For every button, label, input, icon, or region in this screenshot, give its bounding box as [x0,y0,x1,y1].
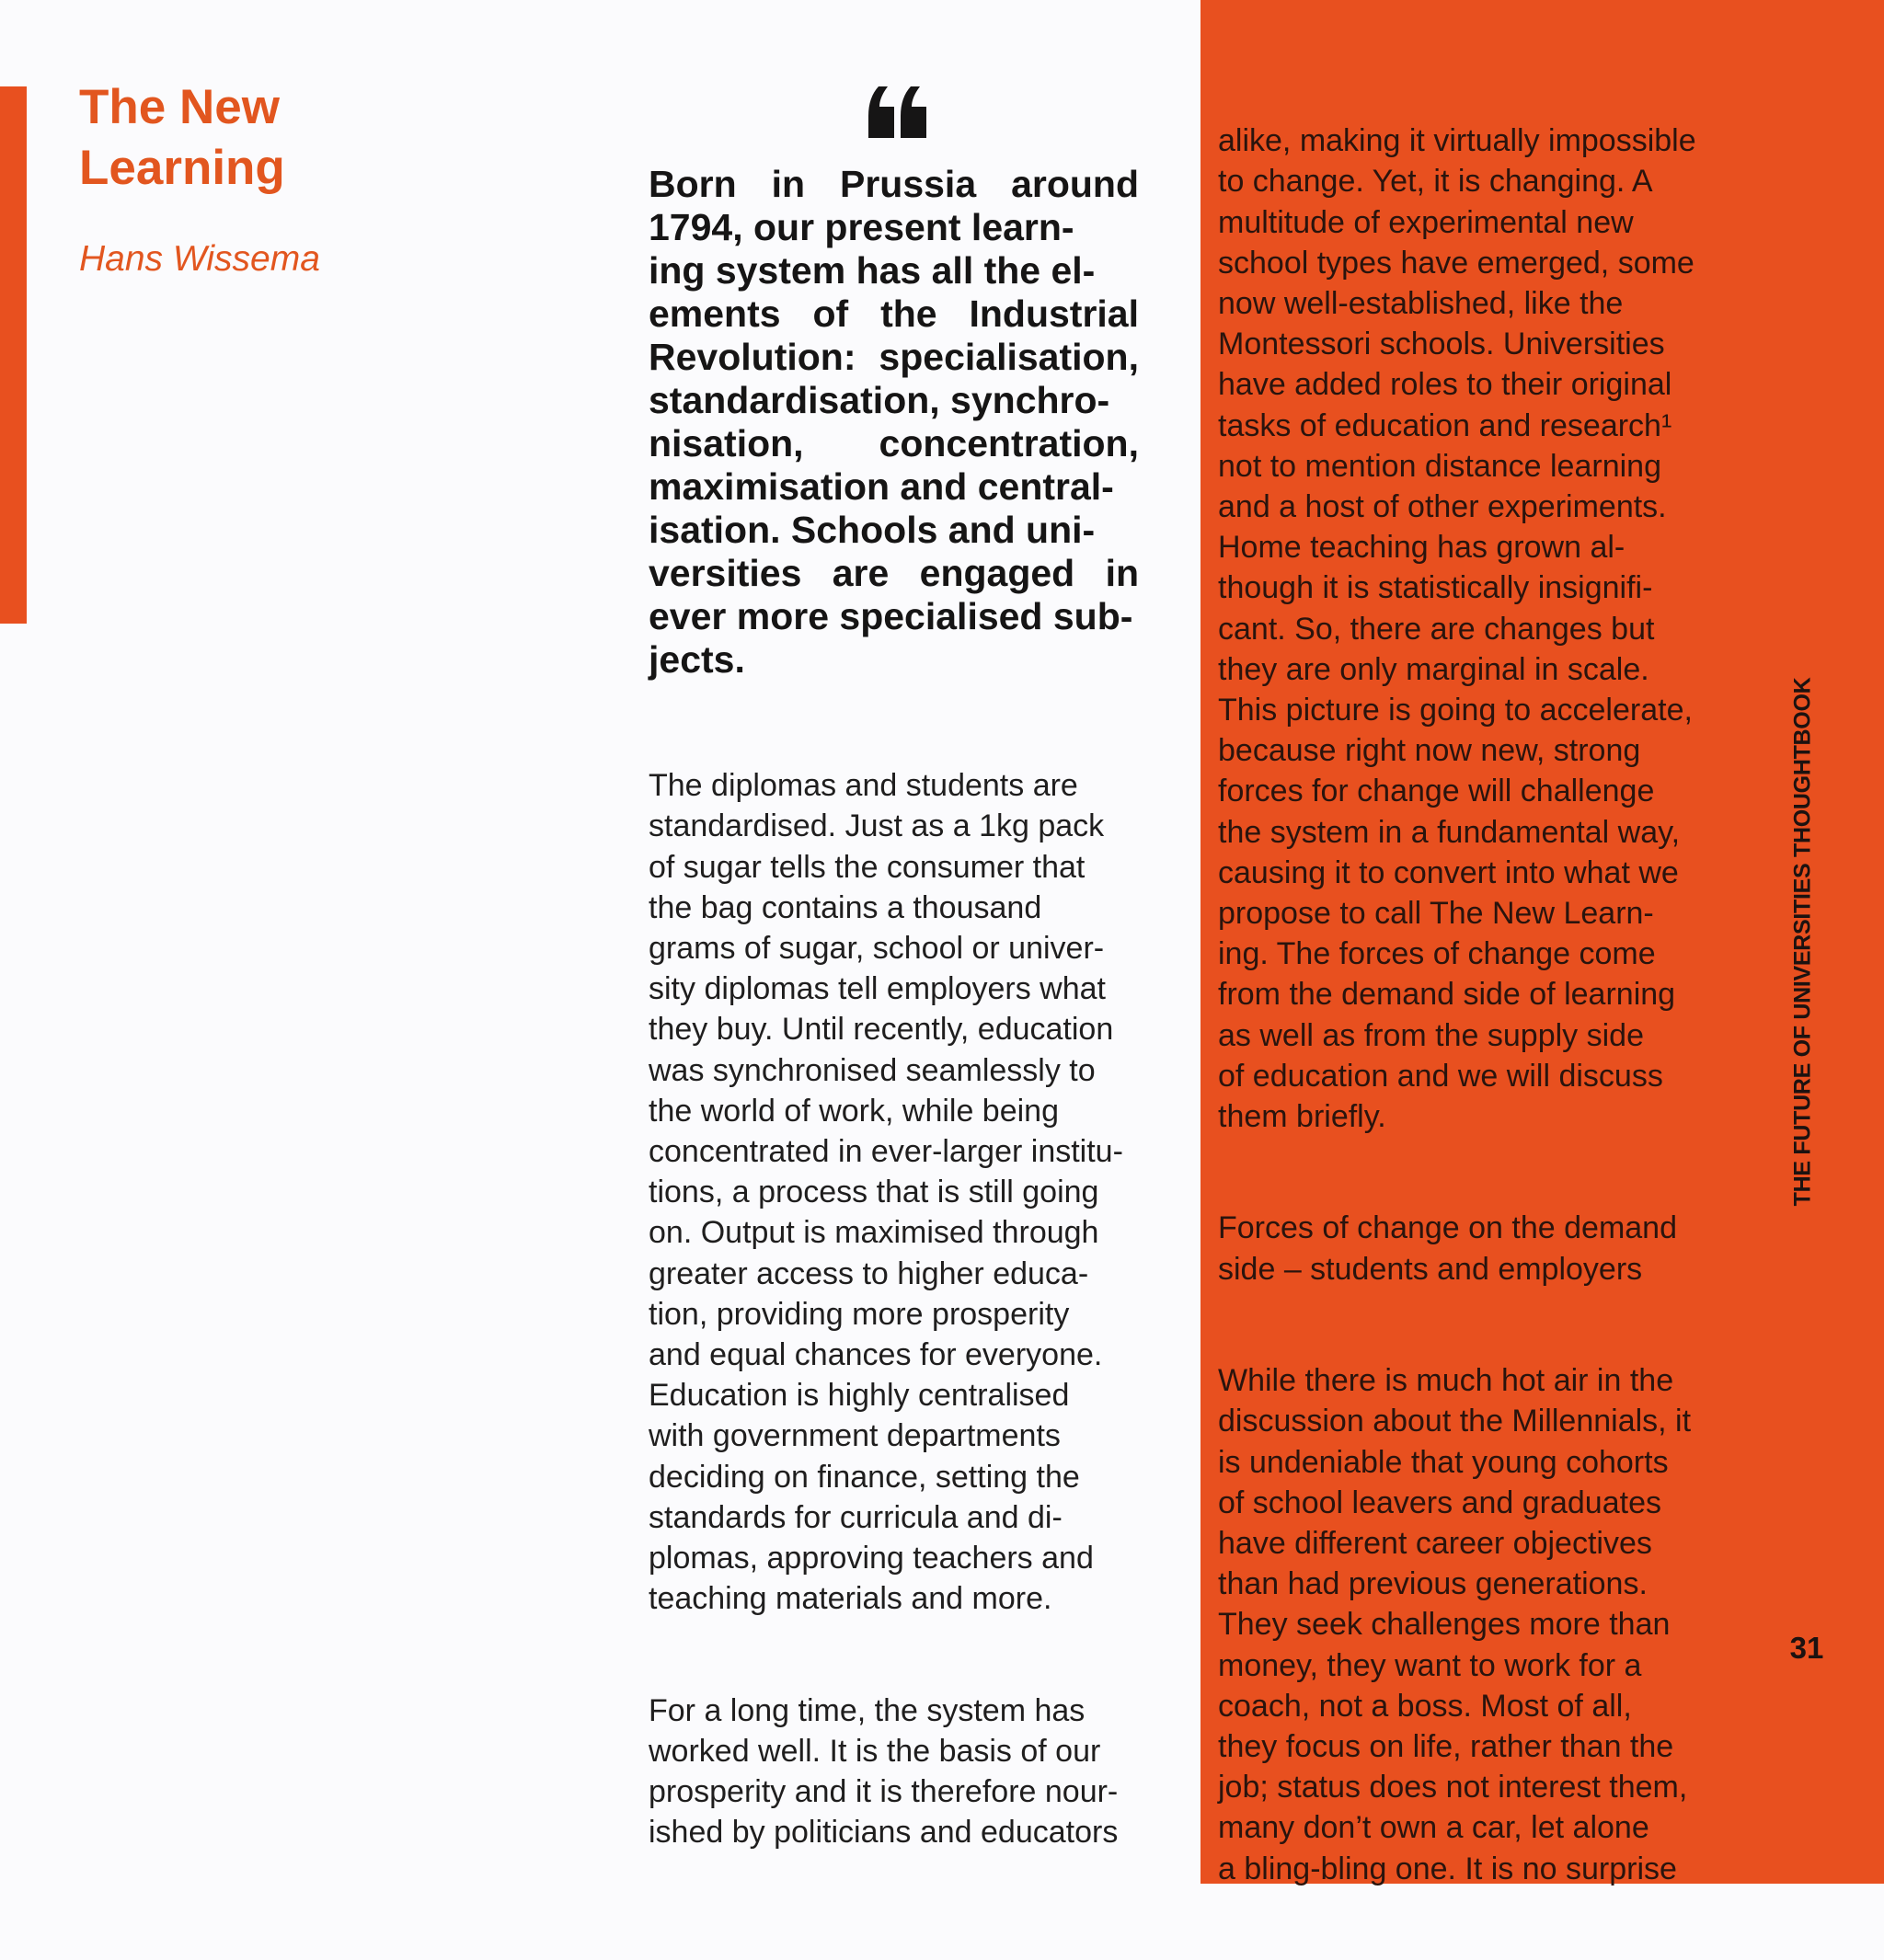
author-name: Hans Wissema [79,239,320,279]
open-quote-icon [868,77,927,142]
page-number: 31 [1789,1631,1824,1665]
pull-quote: Born in Prussia around 1794, our present learn- ing system has all the el- ements of the Industrial Revolution: specialisation, standardisation, synchro- nisation, concentration, maximisation and central- isation. Schools and uni- versities are engaged in ever more specialised sub- jects. [649,163,1139,681]
body-column-middle [649,725,1164,1924]
section-heading: Forces of change on the demand side – students and employers [1218,1210,1677,1287]
article-title: The New Learning [79,80,285,195]
body-paragraph: The diplomas and students are standardised. Just as a 1kg pack of sugar tells the consumer that the bag contains a thousand grams of sugar, school or univer- sity diplomas tell employers what they buy. Until recently, education was synchronised seamlessly to the world of work, while being concentrated in ever-larger institu- tions, a process that is still going on. Output is maximised through greater access to higher educa- tion, providing more prosperity and equal chances for everyone. Education is highly centralised with government departments deciding on finance, setting the standards for curricula and di- plomas, approving teachers and teaching materials and more. [649,768,1123,1617]
left-accent-bar [0,86,27,624]
body-paragraph: alike, making it virtually impossible to change. Yet, it is changing. A multitude of experimental new school types have emerged, some now well-established, like the Montessori schools. Universities have added roles to their original tasks of education and research¹ not to mention distance learning and a host of other experiments. Home teaching has grown al- though it is statistically insignifi- cant. So, there are changes but they are only marginal in scale. This picture is going to accelerate, because right now new, strong forces for change will challenge the system in a fundamental way, causing it to convert into what we propose to call The New Learn- ing. The forces of change come from the demand side of learning as well as from the supply side of education and we will discuss them briefly. [1218,123,1696,1135]
body-paragraph: While there is much hot air in the discussion about the Millennials, it is undeniable that young cohorts of school leavers and graduates have different career objectives than had previous generations. They seek challenges more than money, they want to work for a coach, not a boss. Most of all, they focus on life, rather than the job; status does not interest them, many don’t own a car, let alone a bling-bling one. It is no surprise [1218,1363,1692,1886]
body-paragraph: For a long time, the system has worked well. It is the basis of our prosperity and it is therefore nour- ished by politicians and educators [649,1692,1119,1851]
running-head [1785,677,1821,1207]
body-column-right [1218,80,1742,1960]
running-head-text: THE FUTURE OF UNIVERSITIES THOUGHTBOOK [1789,677,1816,1207]
